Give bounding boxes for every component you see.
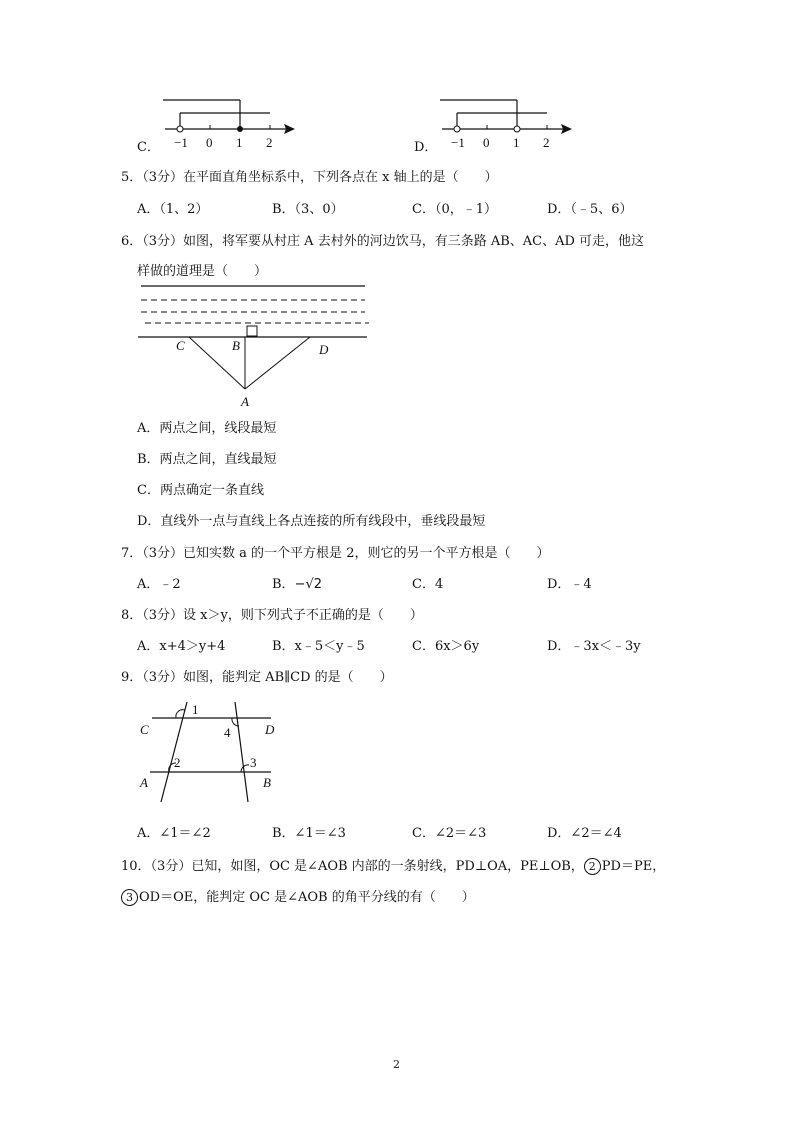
page-number: 2 <box>393 1058 400 1071</box>
point-a-label: A <box>140 775 148 790</box>
tick-label: −1 <box>174 135 188 150</box>
point-a-label: A <box>241 394 249 409</box>
angle-2-label: 2 <box>174 755 181 770</box>
q8-option-d[interactable]: D．﹣3x＜﹣3y <box>547 639 641 654</box>
q5-stem: 5．（3分）在平面直角坐标系中，下列各点在 x 轴上的是（ ） <box>121 170 498 185</box>
q4-option-c-label: C． <box>137 140 160 155</box>
q10-line2-text: OD＝OE，能判定 OC 是∠AOB 的角平分线的有（ ） <box>139 890 475 905</box>
q6-stem-line2: 样做的道理是（ ） <box>137 264 268 279</box>
q7-option-d[interactable]: D．﹣4 <box>547 577 592 592</box>
tick-label: 0 <box>483 135 490 150</box>
point-c-label: C <box>176 338 185 353</box>
tick-label: 0 <box>206 135 213 150</box>
circled-3: 3 <box>121 889 138 906</box>
q5-option-b[interactable]: B．（3、0） <box>272 202 344 217</box>
q6-option-d[interactable]: D．直线外一点与直线上各点连接的所有线段中，垂线段最短 <box>137 514 486 529</box>
tick-label: 2 <box>266 135 273 150</box>
point-d-label: D <box>319 342 329 357</box>
angle-1-label: 1 <box>192 702 199 717</box>
q4-option-c-number-line <box>160 96 300 156</box>
q8-option-a[interactable]: A．x+4＞y+4 <box>137 639 226 654</box>
tick-label: 1 <box>513 135 520 150</box>
q9-parallel-lines-figure <box>138 696 288 806</box>
q9-option-b[interactable]: B．∠1＝∠3 <box>272 826 346 841</box>
q7-option-b[interactable] <box>272 573 322 592</box>
q8-option-b[interactable]: B．x﹣5＜y﹣5 <box>272 639 365 654</box>
q7-option-b-label: B． <box>272 577 295 592</box>
q6-river-figure <box>138 282 378 410</box>
q6-option-b[interactable]: B．两点之间，直线最短 <box>137 452 277 467</box>
point-b-label: B <box>263 775 271 790</box>
tick-label: 1 <box>236 135 243 150</box>
q5-option-d[interactable]: D．（﹣5、6） <box>547 202 633 217</box>
q6-stem-line1: 6．（3分）如图，将军要从村庄 A 去村外的河边饮马，有三条路 AB、AC、AD 可走，他这 <box>121 234 645 249</box>
angle-4-label: 4 <box>224 725 231 740</box>
angle-3-label: 3 <box>250 755 257 770</box>
q9-option-a[interactable]: A．∠1＝∠2 <box>137 826 211 841</box>
tick-label: −1 <box>451 135 465 150</box>
sqrt-expression: −√2 <box>294 577 323 592</box>
q9-stem: 9．（3分）如图，能判定 AB∥CD 的是（ ） <box>121 670 393 685</box>
q10-line1-text: 10．（3分）已知，如图，OC 是∠AOB 内部的一条射线，PD⊥OA，PE⊥OB， <box>121 859 584 874</box>
q6-option-c[interactable]: C．两点确定一条直线 <box>137 483 264 498</box>
q8-option-c[interactable]: C．6x＞6y <box>412 639 480 654</box>
tick-label: 2 <box>543 135 550 150</box>
q7-stem: 7．（3分）已知实数 a 的一个平方根是 2，则它的另一个平方根是（ ） <box>121 546 550 561</box>
q4-option-d-number-line <box>437 96 577 156</box>
q7-option-c[interactable]: C．4 <box>412 577 444 592</box>
circled-2: 2 <box>584 858 601 875</box>
point-c-label: C <box>140 722 149 737</box>
q7-option-a[interactable]: A．﹣2 <box>137 577 181 592</box>
q10-line2 <box>121 886 475 906</box>
q9-option-d[interactable]: D．∠2＝∠4 <box>547 826 622 841</box>
q4-option-d-label: D． <box>414 140 438 155</box>
q5-option-a[interactable]: A．（1、2） <box>137 202 209 217</box>
q5-option-c[interactable]: C．（0，﹣1） <box>412 202 497 217</box>
q9-option-c[interactable]: C．∠2＝∠3 <box>412 826 487 841</box>
point-b-label: B <box>232 338 240 353</box>
point-d-label: D <box>265 722 275 737</box>
q6-option-a[interactable]: A．两点之间，线段最短 <box>137 421 277 436</box>
q10-line1-tail: PD＝PE， <box>601 859 666 874</box>
q10-line1 <box>121 855 665 875</box>
q8-stem: 8．（3分）设 x＞y，则下列式子不正确的是（ ） <box>121 608 423 623</box>
